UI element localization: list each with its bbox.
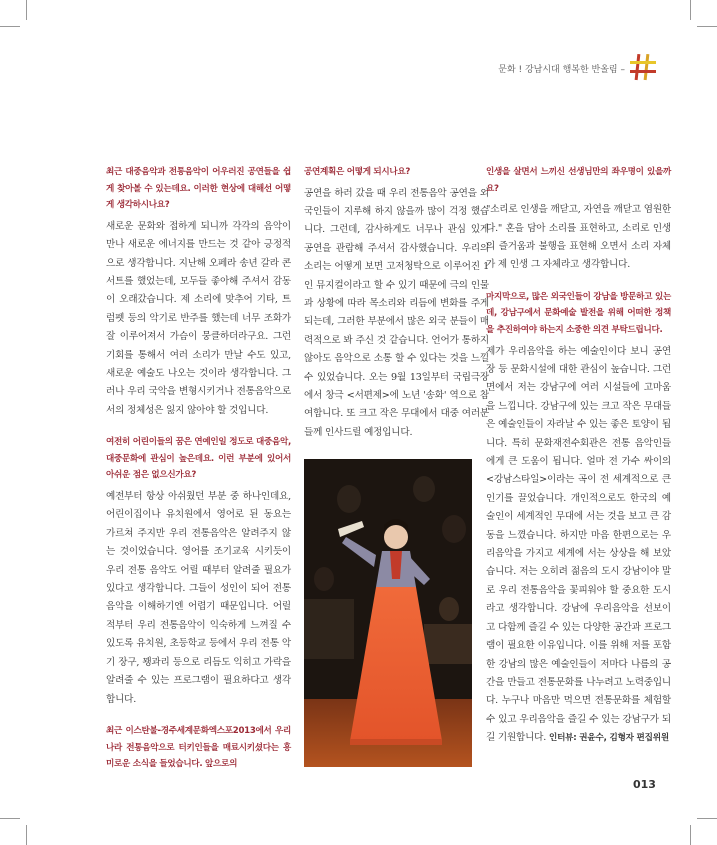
crop-mark [0, 26, 20, 27]
answer-text: 새로운 문화와 접하게 되니까 각각의 음악이 만나 새로운 에너지를 만드는 것 같아 긍정적으로 생각합니다. 지난해 오페라 송년 갈라 콘서트를 했었는데, 모두들 좋아해 주셔서 감동이 오래갔습니다. 제 소리에 맞추어 기타, 트럼펫 등의 악기로 반주를 했는데 너무 조화가 잘 이루어져서 가슴이 뭉클하더라구요. 그런 기회를 통해서 여러 소리가 만날 수도 있고, 새로운 예술도 나오는 것이라 생각합니다. 그러나 우리 국악을 변형시키거나 전통음악으로서의 정체성은 잃지 않아야 할 것입니다. [106, 220, 291, 416]
section-header: 문화 ! 강남시대 행복한 반올림 – [498, 65, 625, 75]
crop-mark [26, 0, 27, 20]
question-text: 최근 이스탄불-경주세계문화엑스포2013에서 우리나라 전통음악으로 터키인들을 매료시키셨다는 흥미로운 소식을 들었습니다. 앞으로의 [106, 725, 291, 770]
answer-text: 공연을 하러 갔을 때 우리 전통음악 공연을 외국인들이 지루해 하지 않을까 많이 걱정 했습니다. 그런데, 감사하게도 너무나 관심 있게 공연을 관람해 주셔서 감사했습니다. 우리의 소리는 어떻게 보면 고저청탁으로 이루어진 1인 뮤지컬이라고 할 수 있기 때문에 극의 인물과 상황에 따라 목소리와 리듬에 변화를 주게 되는데, 그러한 부분에서 많은 외국 분들이 매력적으로 봐 주신 것 같습니다. 언어가 통하지 않아도 음악으로 소통 할 수 있다는 것을 느낄 수 있었습니다. 오는 9월 13일부터 국립극장에서 창극 <서편제>에 노년 '송화' 역으로 참여합니다. 또 크고 작은 무대에서 대중 여러분들께 인사드릴 예정입니다. [304, 187, 489, 438]
answer-body: 제가 우리음악을 하는 예술인이다 보니 공연장 등 문화시설에 대한 관심이 높습니다. 그런 면에서 저는 강남구에 여러 시설들에 고마움을 느낍니다. 강남구에 있는 크고 작은 무대들은 예술인들이 자라날 수 있는 좋은 토양이 됩니다. 특히 문화재전수회관은 전통 음악인들에게 큰 도움이 됩니다. 얼마 전 가수 싸이의 <강남스타일>이라는 곡이 전 세계적으로 큰 인기를 끌었습니다. 개인적으로도 한국의 예술인이 세계적인 무대에 서는 것을 보고 큰 감동을 느꼈습니다. 하지만 마음 한편으로는 우리음악을 가지고 세계에 서는 상상을 해 보았습니다. 저는 오히려 젊음의 도시 강남이야 말로 우리 전통음악을 꽃피워야 할 중요한 도시라고 생각합니다. 강남에 우리음악을 선보이고 다함께 즐길 수 있는 다양한 공간과 프로그램이 필요한 이유입니다. 이를 위해 저를 포함한 강남의 많은 예술인들이 저마다 나름의 공간을 만들고 전통문화를 나누려고 노력중입니다. 누구나 마음만 먹으면 전통문화를 체험할 수 있고 우리음악을 즐길 수 있는 강남구가 되길 기원합니다. [486, 345, 671, 744]
crop-mark [697, 26, 717, 27]
question-text: 여전히 어린이들의 꿈은 연예인일 정도로 대중음악, 대중문화에 관심이 높은데요. 이런 부분에 있어서 아쉬운 점은 없으신가요? [106, 437, 291, 481]
interview-credit: 인터뷰: 권윤수, 김형자 편집위원 [548, 733, 669, 744]
answer-text: 예전부터 항상 아쉬웠던 부분 중 하나인데요, 어린이집이나 유치원에서 영어로 된 동요는 가르쳐 주지만 우리 전통음악은 알려주지 않는 것이었습니다. 영어를 조기교육 시키듯이 우리 전통 음악도 어릴 때부터 알려줄 필요가 있다고 생각합니다. 그들이 성인이 되어 전통음악을 이해하기엔 어렵기 때문입니다. 어릴 적부터 우리 전통음악이 익숙하게 느껴질 수 있도록 유치원, 초등학교 등에서 우리 전통 악기 장구, 꽹과리 등으로 리듬도 익히고 가락을 알려줄 수 있는 프로그램이 필요하다고 생각합니다. [106, 491, 291, 705]
question-text: 최근 대중음악과 전통음악이 어우러진 공연들을 쉽게 찾아볼 수 있는데요. 이러한 현상에 대해선 어떻게 생각하시나요? [106, 167, 291, 211]
hash-logo-icon [629, 52, 657, 82]
crop-mark [697, 818, 717, 819]
crop-mark [26, 825, 27, 845]
question-text: 인생을 살면서 느끼신 선생님만의 좌우명이 있을까요? [486, 167, 671, 194]
page-number: 013 [633, 778, 656, 791]
answer-text: "소리로 인생을 깨닫고, 자연을 깨닫고 염원한다." 혼을 담아 소리를 표현하고, 소리로 인생의 즐거움과 불행을 표현해 오면서 소리 자체가 제 인생 그 자체라고 생각합니다. [486, 204, 671, 271]
column-3 [486, 164, 671, 748]
crop-mark [690, 825, 691, 845]
crop-mark [690, 0, 691, 20]
answer-text [486, 343, 671, 748]
column-1 [106, 164, 291, 777]
question-text: 마지막으로, 많은 외국인들이 강남을 방문하고 있는데, 강남구에서 문화예술 발전을 위해 어떠한 정책을 추진하여야 하는지 소중한 의견 부탁드립니다. [486, 291, 671, 335]
crop-mark [0, 818, 20, 819]
column-2 [304, 164, 489, 456]
question-text: 공연계획은 어떻게 되시나요? [304, 167, 411, 177]
performance-photo [304, 459, 472, 767]
